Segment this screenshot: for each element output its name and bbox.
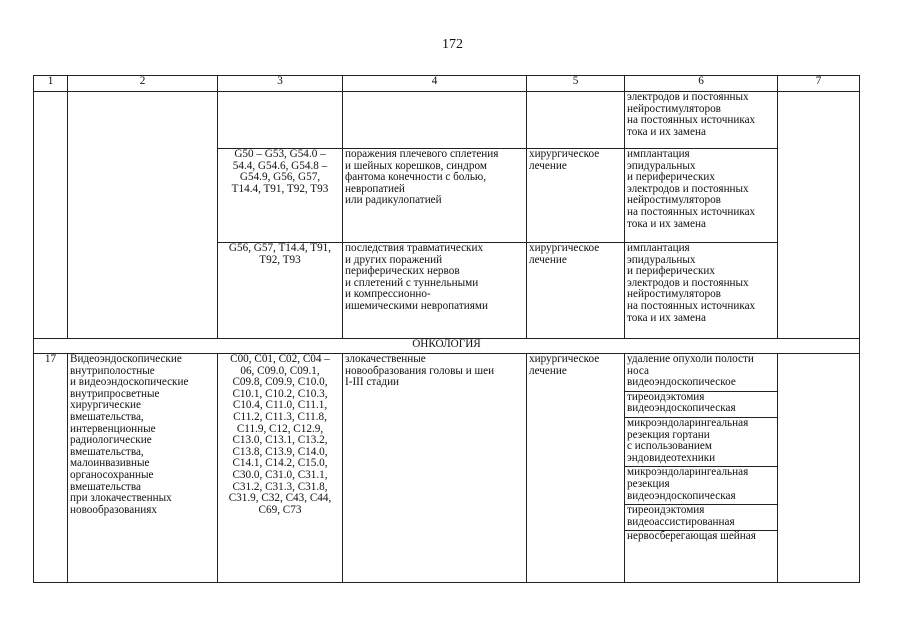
row-number-cell: 17 (34, 354, 68, 583)
cell-empty (343, 92, 527, 149)
column-number: 6 (625, 76, 778, 92)
method-item: нервосберегающая шейная (627, 530, 756, 543)
methods-list (625, 354, 777, 545)
method-cell: имплантация эпидуральных и периферических электродов и постоянных нейростимуляторов на постоянных источниках тока и их замена (625, 149, 778, 243)
method-item: тиреоидэктомия видеоэндоскопическая (625, 391, 777, 417)
column-number: 5 (527, 76, 625, 92)
treatment-type-cell: хирургическое лечение (527, 354, 625, 583)
icd-codes-cell: C00, C01, C02, C04 – 06, C09.0, C09.1, C09.8, C09.9, C10.0, C10.1, C10.2, C10.3, C10.4, C11.0, C11.1, C11.2, C11.3, C11.8, C11.9, C12, C12.9, C13.0, C13.1, C13.2, C13.8, C13.9, C14.0, C14.1, C14.2, C15.0, C30.0, C31.0, C31.1, C31.2, C31.3, C31.8, C31.9, C32, C43, C44, C69, C73 (218, 354, 343, 583)
disease-model-cell: поражения плечевого сплетения и шейных корешков, синдром фантома конечности с болью, невропатией или радикулопатией (343, 149, 527, 243)
section-row (34, 339, 860, 354)
column-number: 7 (778, 76, 860, 92)
column-number: 2 (68, 76, 218, 92)
cell-empty (527, 92, 625, 149)
column-number: 4 (343, 76, 527, 92)
method-item: микроэндоларингеальная резекция гортани с использованием эндовидеотехники (625, 417, 777, 466)
column-number: 3 (218, 76, 343, 92)
disease-model-cell: злокачественные новообразования головы и шеи I-III стадии (343, 354, 527, 583)
cell-empty (778, 92, 860, 339)
section-title: ОНКОЛОГИЯ (34, 339, 860, 354)
cell-empty (34, 92, 68, 339)
page-number: 172 (442, 37, 463, 52)
treatment-type-cell: хирургическое лечение (527, 243, 625, 339)
continuation-row (34, 92, 860, 149)
column-number: 1 (34, 76, 68, 92)
cell-empty (778, 354, 860, 583)
table-row (34, 354, 860, 583)
icd-codes-cell: G50 – G53, G54.0 – 54.4, G54.6, G54.8 – G54.9, G56, G57, T14.4, T91, T92, T93 (218, 149, 343, 243)
method-cell: электродов и постоянных нейростимуляторов на постоянных источниках тока и их замена (625, 92, 778, 149)
care-group-cell: Видеоэндоскопические внутриполостные и видеоэндоскопические внутрипросветные хирургические вмешательства, интервенционные радиологические вмешательства, малоинвазивные органосохранные вмешательства при злокачественных новообразованиях (68, 354, 218, 583)
method-item: тиреоидэктомия видеоассистированная (625, 505, 777, 531)
treatment-type-cell: хирургическое лечение (527, 149, 625, 243)
method-item: микроэндоларингеальная резекция видеоэндоскопическая (625, 467, 777, 505)
cell-empty (218, 92, 343, 149)
methods-cell (625, 354, 778, 583)
icd-codes-cell: G56, G57, T14.4, T91, T92, T93 (218, 243, 343, 339)
method-cell: имплантация эпидуральных и периферических электродов и постоянных нейростимуляторов на постоянных источниках тока и их замена (625, 243, 778, 339)
column-numbers-row (34, 76, 860, 92)
method-item: удаление опухоли полости носа видеоэндоскопическое (625, 354, 777, 391)
cell-empty (68, 92, 218, 339)
document-table (33, 75, 860, 583)
disease-model-cell: последствия травматических и других поражений периферических нервов и сплетений с туннельными и компрессионно- ишемическими невропатиями (343, 243, 527, 339)
